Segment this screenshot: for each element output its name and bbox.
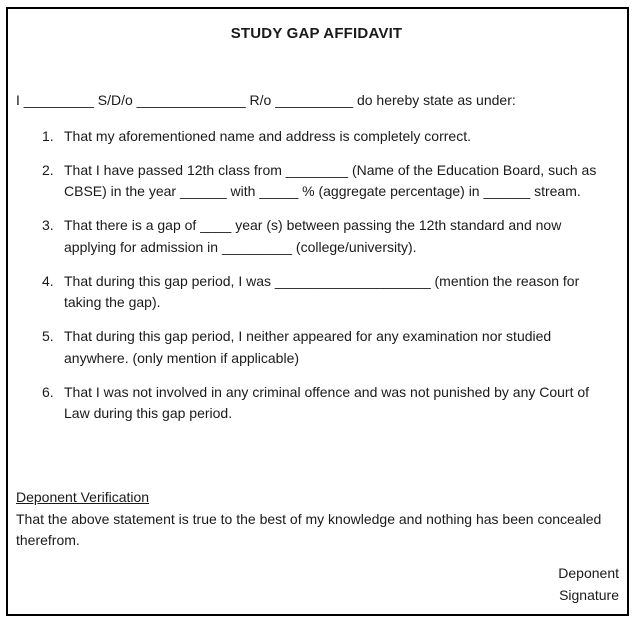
clause-text: That my aforementioned name and address is completely correct. xyxy=(64,127,471,144)
verification-body: That the above statement is true to the best of my knowledge and nothing has been concealed therefrom. xyxy=(16,510,602,548)
clause-number: 1. xyxy=(42,127,54,144)
clause-number: 3. xyxy=(42,217,54,233)
clause-text: That there is a gap of ____ year (s) between passing the 12th standard and now applying for admission in _________ (college/university). xyxy=(64,217,562,255)
signature-line-signature: Signature xyxy=(559,586,619,603)
clause-item xyxy=(12,160,621,203)
clause-item xyxy=(12,215,621,258)
intro-line: I _________ S/D/o ______________ R/o __________ do hereby state as under: xyxy=(16,92,516,108)
verification-heading: Deponent Verification xyxy=(16,489,150,505)
signature-block xyxy=(12,563,621,608)
clause-item xyxy=(12,382,621,425)
clause-item xyxy=(12,271,621,314)
clause-text: That I was not involved in any criminal offence and was not punished by any Court of Law during this gap period. xyxy=(64,383,590,421)
document-title: STUDY GAP AFFIDAVIT xyxy=(230,25,403,42)
clause-number: 5. xyxy=(42,328,54,344)
page-border-frame xyxy=(6,7,629,616)
affidavit-clauses xyxy=(12,126,621,438)
clause-item xyxy=(12,326,621,369)
clause-text: That during this gap period, I was ____________________ (mention the reason for taking the gap). xyxy=(64,272,580,310)
clause-item xyxy=(12,126,621,148)
clause-text: That I have passed 12th class from ________ (Name of the Education Board, such as CBSE) in the year ______ with _____ % (aggregate percentage) in ______ stream. xyxy=(64,161,597,199)
clause-number: 4. xyxy=(42,272,54,289)
clause-text: That during this gap period, I neither appeared for any examination nor studied anywhere. (only mention if applicable) xyxy=(64,328,552,366)
clause-number: 2. xyxy=(42,161,54,178)
signature-line-deponent: Deponent xyxy=(558,565,619,581)
clause-number: 6. xyxy=(42,383,54,400)
deponent-verification-section xyxy=(12,487,621,552)
